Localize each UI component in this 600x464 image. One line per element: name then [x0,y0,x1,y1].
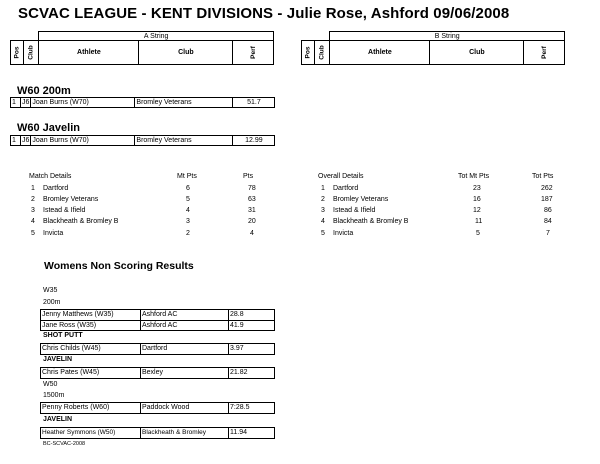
col-club-code: Club [27,45,35,60]
perf-cell: 21.82 [229,368,275,379]
age-group-label: W50 [43,381,58,388]
mt-pts: 2 [186,230,190,237]
team-name: Bromley Veterans [333,196,389,203]
tot-mt-pts: 16 [473,196,481,203]
footer-code: BC-SCVAC-2008 [43,441,86,447]
table-row [11,136,275,146]
table-row [41,320,275,331]
event-result-table [10,97,275,108]
match-details-label: Match Details [29,173,72,180]
col-athlete: Athlete [330,41,430,65]
athlete-cell: Chris Pates (W45) [41,368,141,379]
club-cell: Bromley Veterans [135,98,233,108]
table-row [41,368,275,379]
b-string-label: B String [330,32,565,41]
non-scoring-table [40,343,275,355]
event-title: W60 Javelin [17,122,80,134]
rank: 4 [31,218,35,225]
athlete-cell: Jane Ross (W35) [41,320,141,331]
mt-pts: 3 [186,218,190,225]
rank: 3 [321,207,325,214]
overall-mt-header: Tot Mt Pts [458,173,490,180]
team-name: Istead & Ifield [43,207,86,214]
team-name: Bromley Veterans [43,196,99,203]
team-name: Dartford [333,185,359,192]
tot-pts: 86 [544,207,552,214]
team-name: Istead & Ifield [333,207,376,214]
tot-mt-pts: 12 [473,207,481,214]
col-club: Club [430,41,524,65]
overall-details-label: Overall Details [318,173,364,180]
col-club: Club [139,41,233,65]
match-pts-header: Pts [243,173,254,180]
pos-cell: 1 [11,98,21,108]
col-club-code: Club [318,45,326,60]
non-scoring-table [40,367,275,379]
match-mt-header: Mt Pts [177,173,197,180]
perf-cell: 41.9 [229,320,275,331]
club-code-cell: J6 [22,99,30,106]
event-label: JAVELIN [43,356,73,363]
overall-pts-header: Tot Pts [532,173,554,180]
tot-pts: 7 [546,230,550,237]
pts: 31 [248,207,256,214]
mt-pts: 6 [186,185,190,192]
table-row [41,403,275,414]
event-label: JAVELIN [43,416,73,423]
non-scoring-title: Womens Non Scoring Results [44,260,194,272]
club-cell: Bromley Veterans [135,136,233,146]
table-row [41,344,275,355]
perf-cell: 7:28.5 [229,403,275,414]
non-scoring-table [40,402,275,414]
event-label: SHOT PUTT [43,332,83,339]
event-label: 1500m [43,392,65,399]
tot-mt-pts: 23 [473,185,481,192]
rank: 5 [321,230,325,237]
a-string-label: A String [39,32,274,41]
pts: 63 [248,196,256,203]
athlete-cell: Penny Roberts (W60) [41,403,141,414]
team-name: Dartford [43,185,69,192]
col-athlete: Athlete [39,41,139,65]
rank: 5 [31,230,35,237]
col-pos: Pos [13,46,21,59]
rank: 1 [31,185,35,192]
col-pos: Pos [304,46,312,59]
athlete-cell: Chris Childs (W45) [41,344,141,355]
team-name: Blackheath & Bromley B [333,218,409,225]
perf-cell: 28.8 [229,310,275,321]
non-scoring-table [40,427,275,439]
athlete-cell: Joan Burns (W70) [31,136,135,146]
club-cell: Blackheath & Bromley [141,428,229,439]
b-string-header [301,31,565,65]
club-cell: Ashford AC [141,320,229,331]
pts: 4 [250,230,254,237]
event-title: W60 200m [17,85,71,97]
team-name: Invicta [43,230,64,237]
tot-pts: 84 [544,218,552,225]
perf-cell: 11.94 [229,428,275,439]
page-title: SCVAC LEAGUE - KENT DIVISIONS - Julie Rose, Ashford 09/06/2008 [18,5,510,22]
rank: 2 [31,196,35,203]
non-scoring-table [40,309,275,331]
tot-mt-pts: 11 [475,218,483,225]
rank: 3 [31,207,35,214]
tot-pts: 262 [541,185,553,192]
pos-cell: 1 [11,136,21,146]
athlete-cell: Heather Symmons (W50) [41,428,141,439]
table-row [41,428,275,439]
event-label: 200m [43,299,61,306]
pts: 78 [248,185,256,192]
mt-pts: 4 [186,207,190,214]
perf-cell: 3.97 [229,344,275,355]
rank: 2 [321,196,325,203]
tot-pts: 187 [541,196,553,203]
club-cell: Paddock Wood [141,403,229,414]
club-code-cell: J6 [22,137,30,144]
age-group-label: W35 [43,287,58,294]
athlete-cell: Joan Burns (W70) [31,98,135,108]
perf-cell: 12.99 [233,136,275,146]
team-name: Blackheath & Bromley B [43,218,119,225]
perf-cell: 51.7 [233,98,275,108]
rank: 4 [321,218,325,225]
a-string-header [10,31,274,65]
event-result-table [10,135,275,146]
athlete-cell: Jenny Matthews (W35) [41,310,141,321]
team-name: Invicta [333,230,354,237]
pts: 20 [248,218,256,225]
tot-mt-pts: 5 [476,230,480,237]
club-cell: Ashford AC [141,310,229,321]
mt-pts: 5 [186,196,190,203]
col-perf: Perf [249,46,257,59]
club-cell: Dartford [141,344,229,355]
col-perf: Perf [540,46,548,59]
rank: 1 [321,185,325,192]
table-row [41,310,275,321]
club-cell: Bexley [141,368,229,379]
table-row [11,98,275,108]
